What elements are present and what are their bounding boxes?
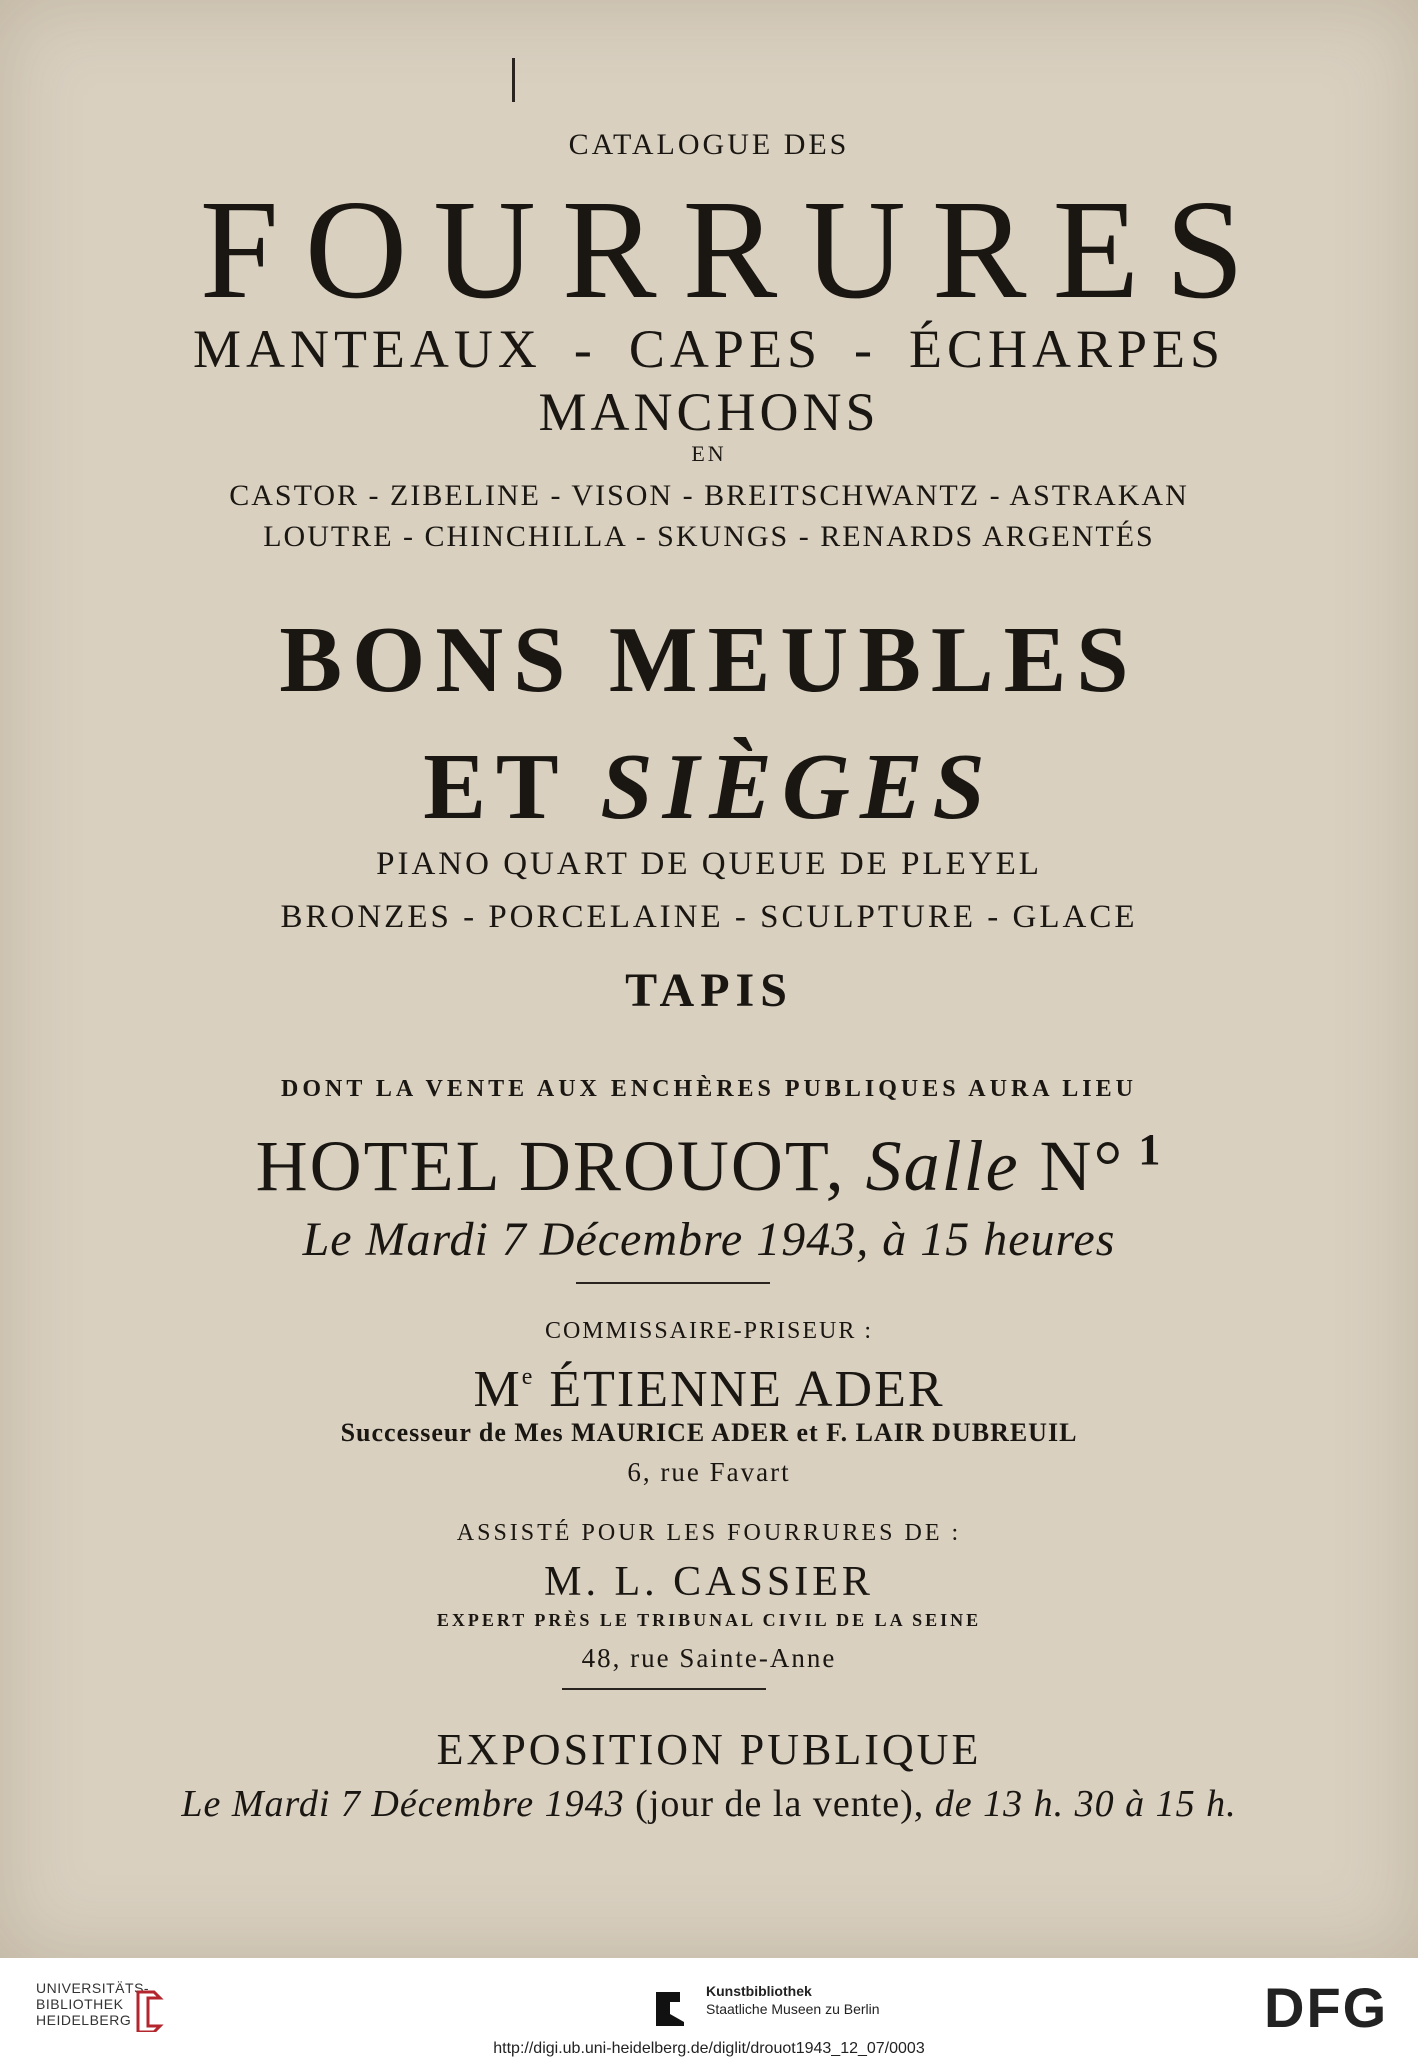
- divider: [562, 1688, 766, 1690]
- expo-date-part-2: (jour de la vente),: [635, 1783, 935, 1825]
- kunstbibliothek-text: [706, 1982, 880, 2018]
- successeur-line: Successeur de Mes MAURICE ADER et F. LAIR DUBREUIL: [340, 1418, 1078, 1447]
- commissaire-address: 6, rue Favart: [627, 1457, 791, 1487]
- sieges-word: SIÈGES: [600, 735, 995, 839]
- sieges-title: [0, 733, 1418, 841]
- kunstbibliothek-icon: [650, 1988, 690, 2028]
- piano-line: PIANO QUART DE QUEUE DE PLEYEL: [376, 846, 1042, 882]
- fur-list-line-1: CASTOR - ZIBELINE - VISON - BREITSCHWANTZ - ASTRAKAN: [229, 479, 1189, 512]
- exposition-date: [0, 1782, 1418, 1826]
- venue-room-number: 1: [1138, 1125, 1163, 1174]
- venue-salle: Salle: [865, 1126, 1020, 1206]
- en-line: EN: [691, 441, 727, 466]
- bronzes-line: BRONZES - PORCELAINE - SCULPTURE - GLACE: [280, 899, 1138, 935]
- commissaire-prefix-sup: e: [521, 1364, 535, 1390]
- catalogue-heading: CATALOGUE DES: [568, 128, 850, 161]
- commissaire-name: [0, 1360, 1418, 1419]
- venue-no: N°: [1019, 1126, 1125, 1206]
- bons-meubles-title: BONS MEUBLES: [279, 608, 1139, 712]
- kb-line-2: Staatliche Museen zu Berlin: [706, 2001, 880, 2017]
- items-line: [0, 318, 1418, 380]
- ub-logo-line: UNIVERSITÄTS-: [36, 1980, 150, 1996]
- ub-heidelberg-icon: [134, 1988, 164, 2032]
- page-margin-mark: [512, 58, 515, 102]
- digitization-footer: [0, 1958, 1418, 2064]
- ub-logo-line: HEIDELBERG: [36, 2012, 132, 2028]
- venue-name: HOTEL DROUOT,: [255, 1126, 866, 1206]
- permalink-url[interactable]: http://digi.ub.uni-heidelberg.de/diglit/drouot1943_12_07/0003: [493, 2040, 925, 2057]
- divider: [576, 1282, 770, 1284]
- auction-notice: DONT LA VENTE AUX ENCHÈRES PUBLIQUES AURA LIEU: [281, 1076, 1137, 1102]
- et-word: ET: [423, 735, 601, 839]
- tapis-line: TAPIS: [625, 964, 793, 1017]
- ub-logo-line: BIBLIOTHEK: [36, 1996, 124, 2012]
- item-manteaux: MANTEAUX: [192, 319, 542, 379]
- manchons-line: MANCHONS: [538, 382, 880, 442]
- commissaire-fullname: ÉTIENNE ADER: [534, 1361, 945, 1418]
- kb-line-1: Kunstbibliothek: [706, 1983, 812, 1999]
- items-separator: -: [573, 319, 597, 379]
- venue-line: [0, 1124, 1418, 1208]
- commissaire-label: COMMISSAIRE-PRISEUR :: [544, 1318, 874, 1344]
- fur-list-line-2: LOUTRE - CHINCHILLA - SKUNGS - RENARDS ARGENTÉS: [263, 520, 1155, 553]
- item-echarpes: ÉCHARPES: [908, 319, 1226, 379]
- sale-date: Le Mardi 7 Décembre 1943, à 15 heures: [302, 1213, 1116, 1266]
- items-separator: -: [853, 319, 877, 379]
- expo-date-part-3: de 13 h. 30 à 15 h.: [934, 1783, 1237, 1825]
- item-capes: CAPES: [628, 319, 822, 379]
- expert-name: M. L. CASSIER: [544, 1559, 874, 1605]
- dfg-logo[interactable]: DFG: [1264, 1976, 1389, 2039]
- exposition-heading: EXPOSITION PUBLIQUE: [436, 1725, 982, 1774]
- expert-address: 48, rue Sainte-Anne: [581, 1643, 837, 1673]
- expo-date-part-1: Le Mardi 7 Décembre 1943: [181, 1783, 636, 1825]
- fourrures-title: FOURRURES: [199, 170, 1271, 328]
- commissaire-prefix: M: [473, 1361, 522, 1418]
- expert-title: EXPERT PRÈS LE TRIBUNAL CIVIL DE LA SEINE: [436, 1610, 982, 1630]
- assiste-label: ASSISTÉ POUR LES FOURRURES DE :: [456, 1520, 962, 1546]
